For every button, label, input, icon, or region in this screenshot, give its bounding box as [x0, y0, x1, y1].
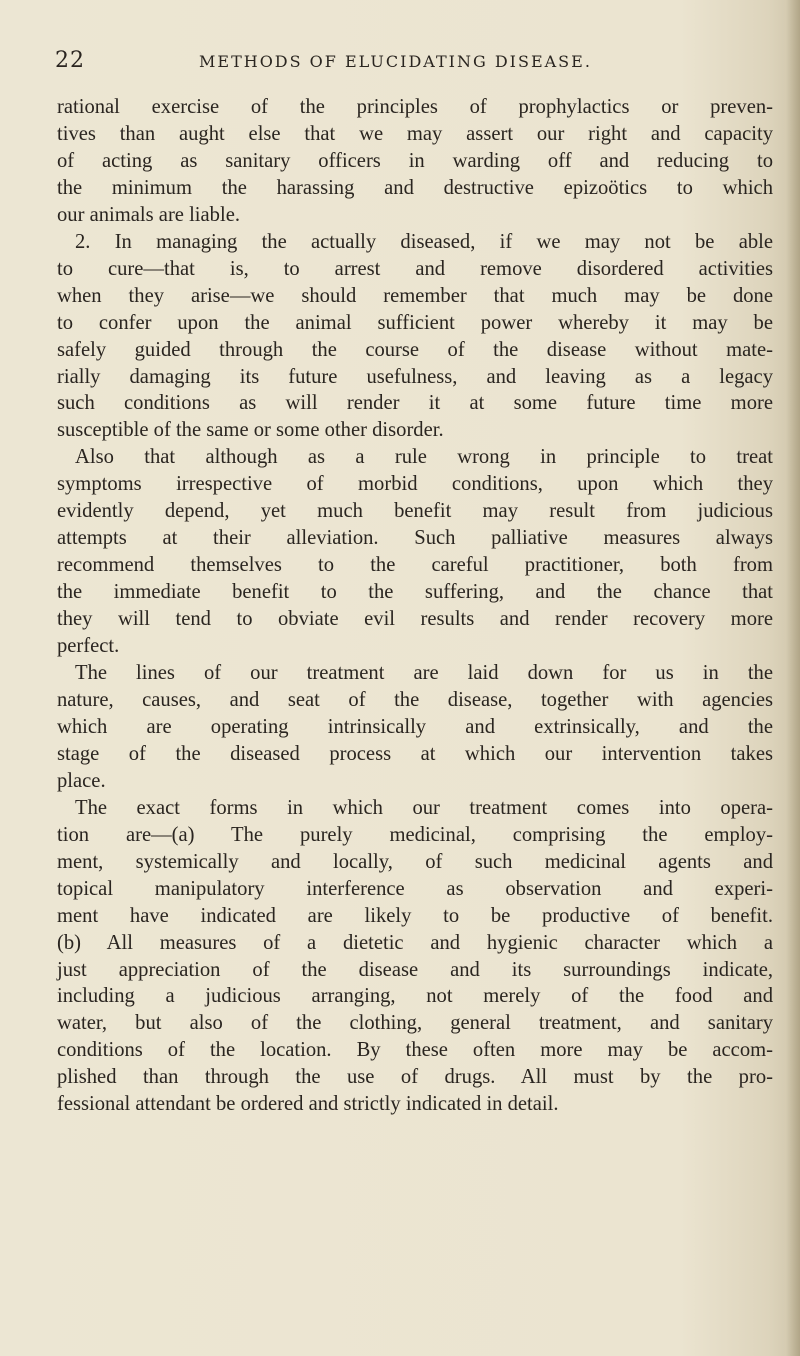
text-line: water, but also of the clothing, general treatment, and sanitary	[57, 1012, 773, 1035]
text-line: The lines of our treatment are laid down for us in the	[75, 662, 773, 685]
text-line: susceptible of the same or some other disorder.	[57, 419, 444, 442]
text-line: ment, systemically and locally, of such medicinal agents and	[57, 850, 773, 873]
text-line: fessional attendant be ordered and strictly indicated in detail.	[57, 1093, 559, 1116]
text-line: they will tend to obviate evil results and render recovery more	[57, 608, 773, 631]
text-line: tives than aught else that we may assert our right and capacity	[57, 122, 773, 145]
text-line: (b) All measures of a dietetic and hygienic character which a	[57, 931, 773, 954]
page-edge-shadow	[786, 0, 800, 1356]
text-line: evidently depend, yet much benefit may result from judicious	[57, 500, 773, 523]
text-line: to cure—that is, to arrest and remove disordered activities	[57, 257, 773, 280]
text-line: rially damaging its future usefulness, and leaving as a legacy	[57, 365, 773, 388]
text-line: including a judicious arranging, not merely of the food and	[57, 985, 773, 1008]
text-line: when they arise—we should remember that much may be done	[57, 284, 773, 307]
text-line: our animals are liable.	[57, 203, 240, 226]
text-line: of acting as sanitary officers in warding off and reducing to	[57, 149, 773, 172]
text-line: tion are—(a) The purely medicinal, comprising the employ-	[57, 823, 773, 846]
text-line: to confer upon the animal sufficient power whereby it may be	[57, 311, 773, 334]
text-line: place.	[57, 769, 106, 792]
text-line: nature, causes, and seat of the disease, together with agencies	[57, 688, 773, 711]
text-line: which are operating intrinsically and extrinsically, and the	[57, 715, 773, 738]
text-line: safely guided through the course of the disease without mate-	[57, 338, 773, 361]
text-line: attempts at their alleviation. Such palliative measures always	[57, 527, 773, 550]
text-line: recommend themselves to the careful practitioner, both from	[57, 554, 773, 577]
text-line: ment have indicated are likely to be productive of benefit.	[57, 904, 773, 927]
body-text	[57, 94, 773, 1118]
text-line: plished than through the use of drugs. All must by the pro-	[57, 1066, 773, 1089]
text-line: The exact forms in which our treatment comes into opera-	[75, 796, 773, 819]
text-line: conditions of the location. By these often more may be accom-	[57, 1039, 773, 1062]
text-line: just appreciation of the disease and its surroundings indicate,	[57, 958, 773, 981]
text-line: such conditions as will render it at some future time more	[57, 392, 773, 415]
running-head: METHODS OF ELUCIDATING DISEASE.	[199, 52, 592, 71]
text-line: the immediate benefit to the suffering, and the chance that	[57, 581, 773, 604]
text-line: perfect.	[57, 635, 120, 658]
text-line: Also that although as a rule wrong in principle to treat	[75, 446, 773, 469]
text-line: the minimum the harassing and destructive epizoötics to which	[57, 176, 773, 199]
text-line: topical manipulatory interference as observation and experi-	[57, 877, 773, 900]
page-number: 22	[55, 48, 85, 73]
text-line: stage of the diseased process at which our intervention takes	[57, 742, 773, 765]
page-header	[55, 48, 755, 78]
text-line: 2. In managing the actually diseased, if we may not be able	[75, 230, 773, 253]
text-line: symptoms irrespective of morbid conditions, upon which they	[57, 473, 773, 496]
text-line: rational exercise of the principles of prophylactics or preven-	[57, 96, 773, 118]
